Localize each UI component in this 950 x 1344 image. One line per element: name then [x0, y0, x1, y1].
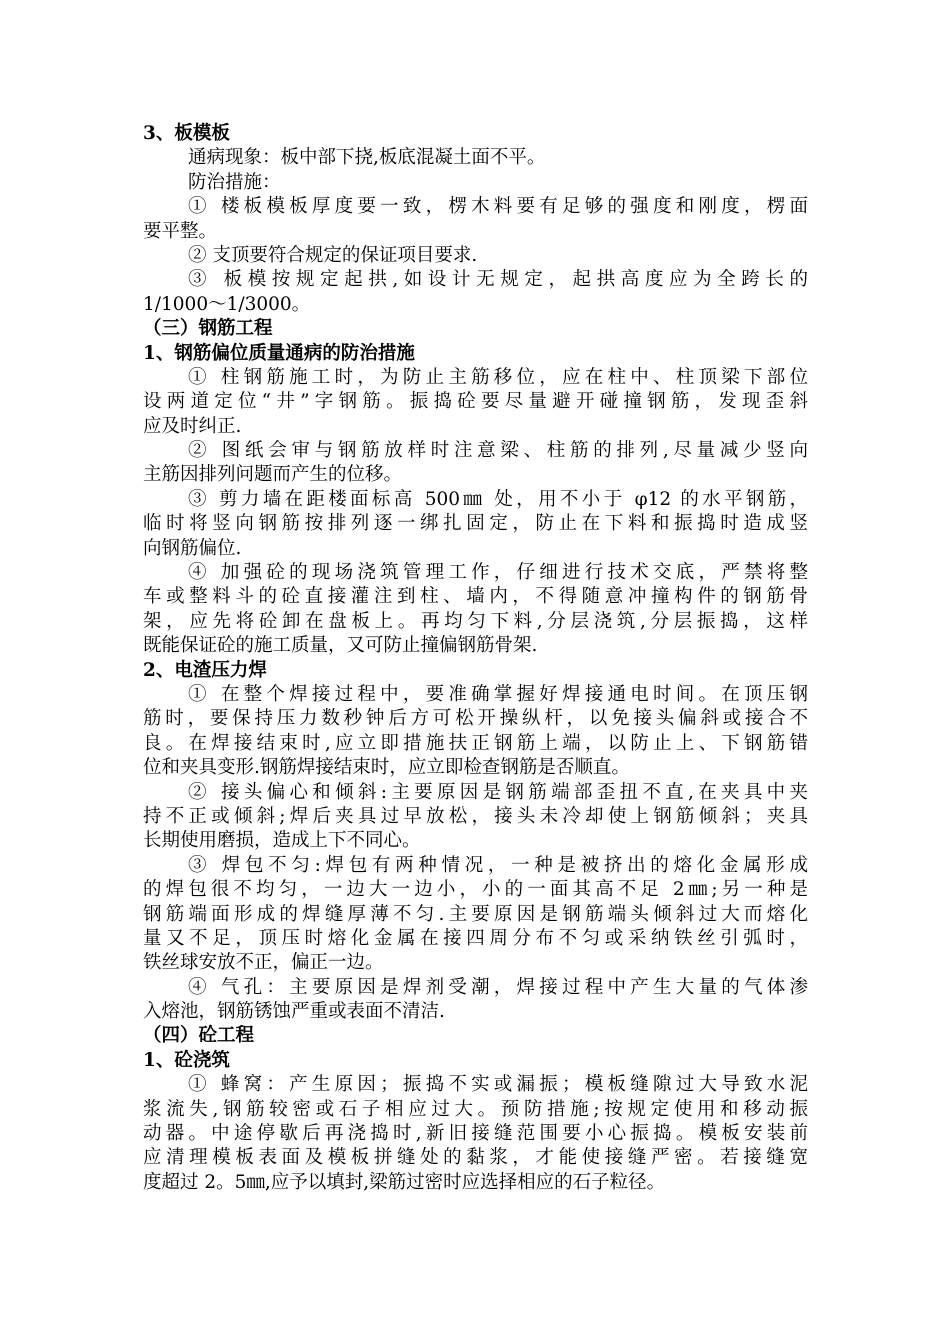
paragraph-line: 的焊包很不均匀，一边大一边小，小的一面其高不足 2㎜;另一种是	[143, 879, 808, 901]
paragraph-line: 度超过 2。5㎜,应予以填封,梁筋过密时应选择相应的石子粒径。	[143, 1171, 666, 1193]
paragraph-line: 钢筋端面形成的焊缝厚薄不匀.主要原因是钢筋端头倾斜过大而熔化	[143, 903, 808, 925]
paragraph-line: ② 接头偏心和倾斜:主要原因是钢筋端部歪扭不直,在夹具中夹	[188, 781, 808, 803]
paragraph-line: ① 在整个焊接过程中，要准确掌握好焊接通电时间。在顶压钢	[188, 683, 808, 705]
paragraph-line: 铁丝球安放不正，偏正一边。	[143, 952, 384, 974]
paragraph-line: ① 柱钢筋施工时，为防止主筋移位，应在柱中、柱顶梁下部位	[188, 366, 808, 388]
paragraph-line: 1/1000～1/3000。	[143, 293, 311, 315]
paragraph-line: 主筋因排列问题而产生的位移。	[143, 464, 403, 486]
paragraph-line: 量又不足，顶压时熔化金属在接四周分布不匀或采纳铁丝引弧时，	[143, 927, 808, 949]
section-heading: 3、板模板	[143, 123, 230, 144]
paragraph-line: 通病现象：板中部下挠,板底混凝土面不平。	[188, 147, 546, 169]
paragraph-line: 良。在焊接结束时,应立即措施扶正钢筋上端，以防止上、下钢筋错	[143, 732, 808, 754]
paragraph-line: 浆流失,钢筋较密或石子相应过大。预防措施;按规定使用和移动振	[143, 1098, 808, 1120]
paragraph-line: 架，应先将砼卸在盘板上。再均匀下料,分层浇筑,分层振捣，这样	[143, 610, 808, 632]
paragraph-line: 位和夹具变形.钢筋焊接结束时，应立即检查钢筋是否顺直。	[143, 757, 630, 779]
paragraph-line: 长期使用磨损，造成上下不同心。	[143, 830, 421, 852]
paragraph-line: 入熔池，钢筋锈蚀严重或表面不清洁.	[143, 1001, 445, 1023]
paragraph-line: 动器。中途停歇后再浇捣时,新旧接缝范围要小心振捣。模板安装前	[143, 1123, 808, 1145]
section-heading: 1、砼浇筑	[143, 1049, 230, 1071]
paragraph-line: ③ 焊包不匀:焊包有两种情况，一种是被挤出的熔化金属形成	[188, 854, 808, 876]
paragraph-line: ③ 剪力墙在距楼面标高 500㎜ 处，用不小于 φ12 的水平钢筋，	[188, 488, 808, 510]
paragraph-line: 要平整。	[143, 220, 218, 242]
paragraph-line: ④ 气孔：主要原因是焊剂受潮，焊接过程中产生大量的气体渗	[188, 976, 808, 998]
paragraph-line: 向钢筋偏位.	[143, 537, 242, 559]
paragraph-line: 持不正或倾斜;焊后夹具过早放松，接头未冷却使上钢筋倾斜；夹具	[143, 805, 808, 827]
paragraph-line: 临时将竖向钢筋按排列逐一绑扎固定，防止在下料和振捣时造成竖	[143, 513, 808, 535]
paragraph-line: 应清理模板表面及模板拼缝处的黏浆，才能使接缝严密。若接缝宽	[143, 1147, 808, 1169]
section-heading: 1、钢筋偏位质量通病的防治措施	[143, 342, 415, 364]
paragraph-line: ④ 加强砼的现场浇筑管理工作，仔细进行技术交底，严禁将整	[188, 562, 808, 584]
section-heading: （三）钢筋工程	[143, 318, 273, 340]
paragraph-line: ③ 板模按规定起拱,如设计无规定，起拱高度应为全跨长的	[188, 269, 808, 291]
paragraph-line: 筋时，要保持压力数秒钟后方可松开操纵杆，以免接头偏斜或接合不	[143, 708, 808, 730]
paragraph-line: ② 图纸会审与钢筋放样时注意梁、柱筋的排列,尽量减少竖向	[188, 440, 808, 462]
paragraph-line: 既能保证砼的施工质量，又可防止撞偏钢筋骨架.	[143, 635, 538, 657]
paragraph-line: ① 楼板模板厚度要一致，楞木料要有足够的强度和刚度，楞面	[188, 196, 808, 218]
section-heading: （四）砼工程	[143, 1025, 255, 1047]
paragraph-line: 应及时纠正.	[143, 415, 242, 437]
paragraph-line: 防治措施：	[188, 171, 281, 193]
paragraph-line: ② 支顶要符合规定的保证项目要求.	[188, 244, 478, 266]
paragraph-line: 设两道定位“井”字钢筋。振捣砼要尽量避开碰撞钢筋，发现歪斜	[143, 391, 808, 413]
document-body	[143, 122, 808, 1195]
paragraph-line: ① 蜂窝：产生原因；振捣不实或漏振；模板缝隙过大导致水泥	[188, 1074, 808, 1096]
paragraph-line: 车或整料斗的砼直接灌注到柱、墙内，不得随意冲撞构件的钢筋骨	[143, 586, 808, 608]
section-heading: 2、电渣压力焊	[143, 659, 267, 681]
